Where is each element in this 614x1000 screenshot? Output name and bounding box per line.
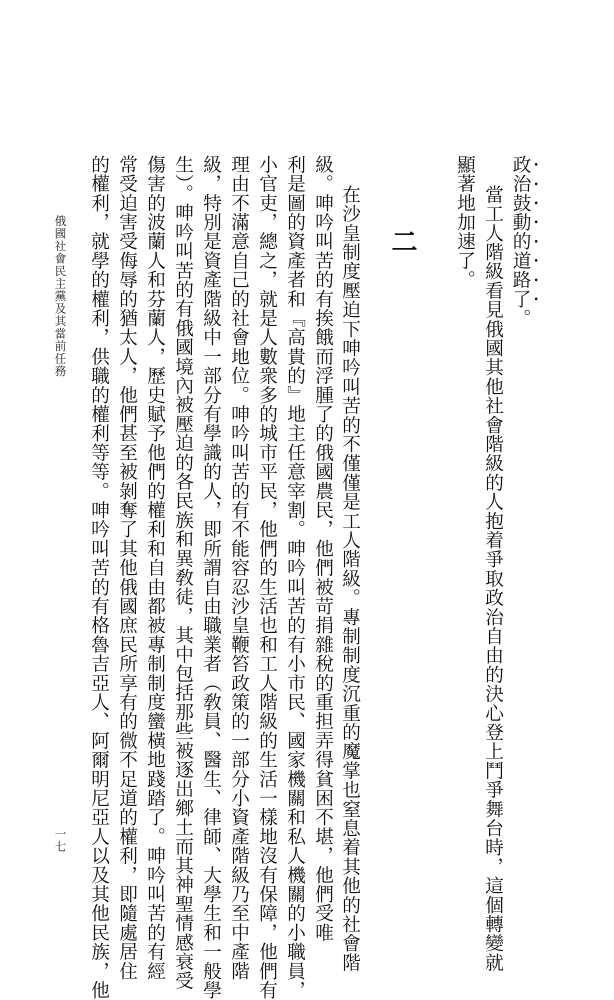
page-number: 一七 [53, 828, 68, 853]
text-column: 理由不滿意自己的社會地位。呻吟叫苦的有不能容忍沙皇鞭笞政策的一部分小資產階級乃至中產階 [228, 155, 250, 981]
text-column [510, 155, 541, 328]
text-column: 傷害的波蘭人和芬蘭人，歷史賦予他們的權利和自由都被專制制度蠻橫地踐踏了。呻吟叫苦的有經 [144, 155, 166, 981]
emphasized-text: 政治鼓動的道路了。 [510, 155, 531, 328]
running-title: 俄國社會民主黨及其當前任務 [53, 215, 68, 378]
section-number: 二 [387, 228, 417, 255]
text-column: 級，特別是資產階級中一部分有學識的人，即所謂自由職業者（敎員、醫生、律師、大學生和一般學 [200, 155, 222, 1000]
text-column: 當工人階級看見俄國其他社會階級的人抱着爭取政治自由的決心登上鬥爭舞台時，這個轉變就 [482, 185, 504, 973]
text-column: 級。呻吟叫苦的有挨餓而浮腫了的俄國農民，他們被苛捐雜稅的重担弄得貧困不堪，他們受唯 [312, 155, 334, 943]
text-column: 的權利，就學的權利，供職的權利等等。呻吟叫苦的有格魯吉亞人、阿爾明尼亞人以及其他民族，他 [88, 155, 110, 1000]
text-column: 在沙皇制度壓迫下呻吟叫苦的不僅僅是工人階級。專制制度沉重的魔掌也窒息着其他的社會階 [339, 185, 361, 973]
text-column: 顯著地加速了。 [454, 155, 476, 290]
text-column: 小官吏，總之，就是人數衆多的城市平民，他們的生活也和工人階級的生活一樣地沒有保障，他們有 [256, 155, 278, 1000]
text-column: 利是圖的資產者和『高貴的』地主任意宰割。呻吟叫苦的有小市民、國家機關和私人機關的小職員， [284, 155, 306, 1000]
text-column: 生）。呻吟叫苦的有俄國境內被壓迫的各民族和異敎徒，其中包括那些被逐出鄉土而其神聖情感衰受 [172, 155, 194, 991]
text-column: 常受迫害受侮辱的猶太人，他們甚至被剝奪了其他俄國庶民所享有的微不足道的權利，即隨處居住 [116, 155, 138, 981]
